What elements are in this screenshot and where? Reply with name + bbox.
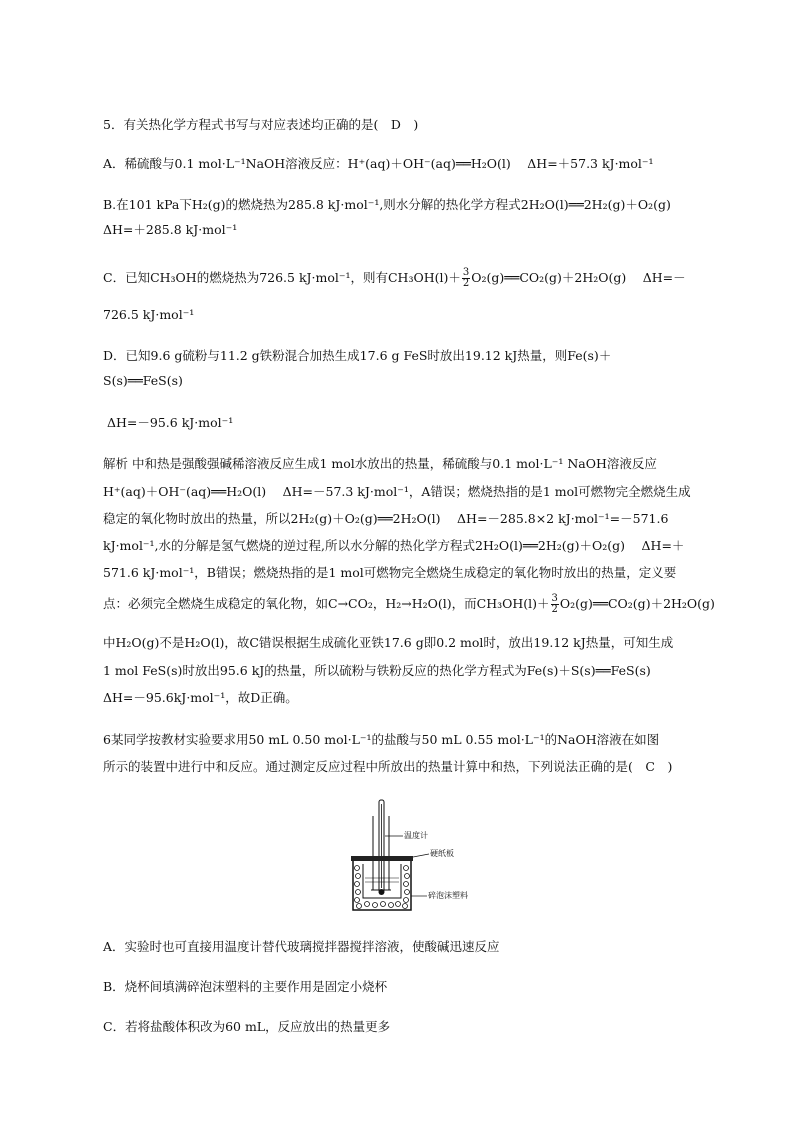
cardboard-label: 硬纸板 (430, 849, 454, 858)
analysis-line: 稳定的氧化物时放出的热量，所以2H₂(g)＋O₂(g)══2H₂O(l) ΔH=－285.8×2 kJ·mol⁻¹=－571.6 (103, 511, 669, 526)
fraction-denominator: 2 (462, 278, 470, 289)
q5-option-d-line1: D．已知9.6 g硫粉与11.2 g铁粉混合加热生成17.6 g FeS时放出19.12 kJ热量，则Fe(s)＋ (103, 348, 612, 363)
analysis-line: 解析 中和热是强酸强碱稀溶液反应生成1 mol水放出的热量，稀硫酸与0.1 mol·L⁻¹ NaOH溶液反应 (103, 456, 657, 471)
analysis-line: 中H₂O(g)不是H₂O(l)，故C错误根据生成硫化亚铁17.6 g即0.2 mol时，放出19.12 kJ热量，可知生成 (103, 635, 674, 650)
analysis-line: ΔH=－95.6kJ·mol⁻¹，故D正确。 (103, 690, 298, 705)
q5-stem: 5．有关热化学方程式书写与对应表述均正确的是( D ) (103, 117, 419, 132)
q5-option-c-post: O₂(g)══CO₂(g)＋2H₂O(g) ΔH=－ (471, 270, 686, 285)
analysis-l6-post: O₂(g)══CO₂(g)＋2H₂O(g) (559, 596, 715, 611)
calorimeter-figure (345, 798, 485, 916)
fraction-denominator: 2 (551, 604, 558, 615)
analysis-line: 571.6 kJ·mol⁻¹，B错误；燃烧热指的是1 mol可燃物完全燃烧生成稳定的氧化物时放出的热量，定义要 (103, 565, 677, 580)
q5-option-d-line3: ΔH=－95.6 kJ·mol⁻¹ (107, 415, 234, 430)
analysis-line: 1 mol FeS(s)时放出95.6 kJ的热量，所以硫粉与铁粉反应的热化学方程式为Fe(s)＋S(s)══FeS(s) (103, 663, 651, 678)
q6-stem-line1: 6某同学按教材实验要求用50 mL 0.50 mol·L⁻¹的盐酸与50 mL 0.55 mol·L⁻¹的NaOH溶液在如图 (103, 732, 660, 747)
q5-option-b-line1: B.在101 kPa下H₂(g)的燃烧热为285.8 kJ·mol⁻¹,则水分解的热化学方程式2H₂O(l)══2H₂(g)＋O₂(g) (103, 197, 671, 212)
analysis-line: H⁺(aq)＋OH⁻(aq)══H₂O(l) ΔH=－57.3 kJ·mol⁻¹，A错误；燃烧热指的是1 mol可燃物完全燃烧生成 (103, 484, 691, 499)
fraction-numerator: 3 (462, 267, 470, 278)
q6-stem-line2: 所示的装置中进行中和反应。通过测定反应过程中所放出的热量计算中和热，下列说法正确的是( C ) (103, 759, 673, 774)
fraction (462, 268, 470, 289)
analysis-l6-pre: 点：必须完全燃烧生成稳定的氧化物，如C→CO₂，H₂→H₂O(l)，而CH₃OH(l)＋ (103, 596, 550, 611)
q5-option-a: A．稀硫酸与0.1 mol·L⁻¹NaOH溶液反应：H⁺(aq)＋OH⁻(aq)══H₂O(l) ΔH=＋57.3 kJ·mol⁻¹ (103, 156, 654, 171)
q5-option-c-line1 (103, 268, 686, 289)
analysis-line (103, 594, 715, 615)
q5-option-c-pre: C．已知CH₃OH的燃烧热为726.5 kJ·mol⁻¹，则有CH₃OH(l)＋ (103, 270, 461, 285)
foam-label: 碎泡沫塑料 (428, 891, 468, 900)
q5-option-b-line2: ΔH=＋285.8 kJ·mol⁻¹ (103, 222, 238, 237)
q5-option-c-line2: 726.5 kJ·mol⁻¹ (103, 307, 195, 322)
q6-option-c: C．若将盐酸体积改为60 mL，反应放出的热量更多 (103, 1019, 391, 1034)
analysis-line: kJ·mol⁻¹,水的分解是氢气燃烧的逆过程,所以水分解的热化学方程式2H₂O(l)══2H₂(g)＋O₂(g) ΔH=＋ (103, 538, 685, 553)
q5-option-d-line2: S(s)══FeS(s) (103, 373, 183, 388)
fraction-numerator: 3 (551, 593, 558, 604)
q6-option-b: B．烧杯间填满碎泡沫塑料的主要作用是固定小烧杯 (103, 979, 388, 994)
thermometer-label: 温度计 (404, 831, 428, 840)
fraction (551, 594, 559, 615)
q6-option-a: A．实验时也可直接用温度计替代玻璃搅拌器搅拌溶液，使酸碱迅速反应 (103, 939, 500, 954)
